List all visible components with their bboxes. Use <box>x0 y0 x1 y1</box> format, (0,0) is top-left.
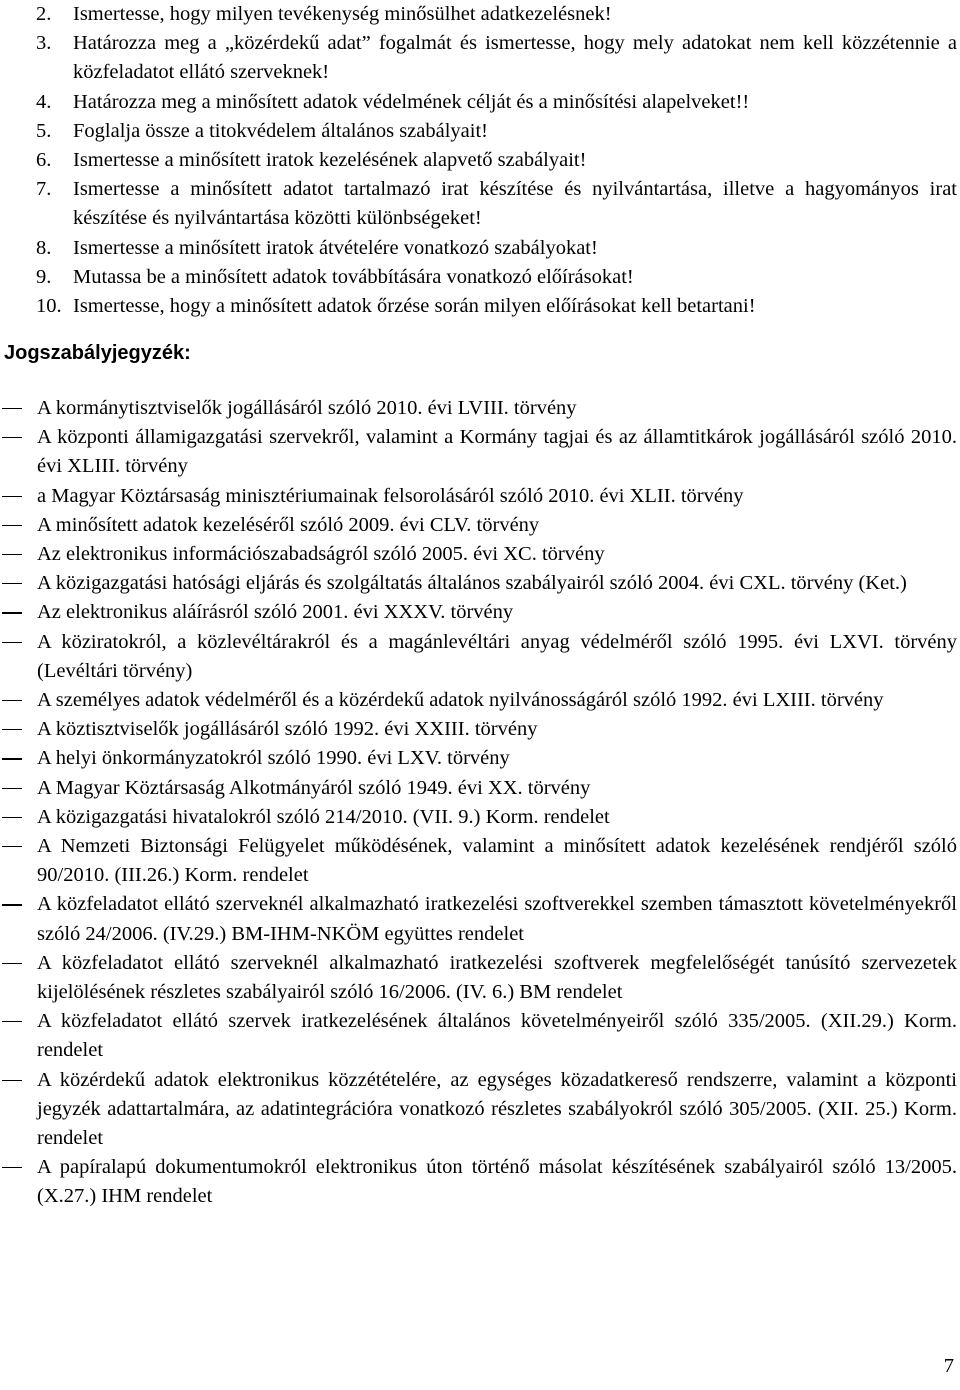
question-number: 3. <box>36 32 52 55</box>
legislation-text: A helyi önkormányzatokról szóló 1990. évi LXV. törvény <box>37 747 510 770</box>
dash-bullet-icon <box>0 423 37 481</box>
legislation-text: A köztisztviselők jogállásáról szóló 1992. évi XXIII. törvény <box>37 718 538 741</box>
legislation-item <box>0 482 960 511</box>
exam-questions-list <box>0 0 960 321</box>
legislation-item <box>0 774 960 803</box>
dash-bullet-icon <box>0 394 37 423</box>
legislation-text: a Magyar Köztársaság minisztériumainak felsorolásáról szóló 2010. évi XLII. törvény <box>37 484 744 507</box>
legislation-item <box>0 744 960 773</box>
legislation-item <box>0 598 960 627</box>
dash-bullet-icon <box>0 598 37 627</box>
question-item <box>0 88 960 117</box>
legislation-text: A közfeladatot ellátó szerveknél alkalmazható iratkezelési szoftverekkel szemben támasztott követelményekről szóló 24/2006. (IV.29.) BM-IHM-NKÖM együttes rendelet <box>37 893 957 945</box>
dash-bullet-icon <box>0 949 37 1007</box>
question-number: 5. <box>36 119 52 142</box>
legislation-list <box>0 394 960 1212</box>
legislation-text: A minősített adatok kezeléséről szóló 2009. évi CLV. törvény <box>37 513 540 536</box>
question-number: 6. <box>36 149 52 172</box>
dash-bullet-icon <box>0 511 37 540</box>
dash-bullet-icon <box>0 482 37 511</box>
question-item <box>0 175 960 233</box>
question-item <box>0 292 960 321</box>
legislation-item <box>0 890 960 948</box>
question-number: 9. <box>36 265 52 288</box>
legislation-item <box>0 394 960 423</box>
dash-bullet-icon <box>0 1153 37 1211</box>
question-number: 4. <box>36 90 52 113</box>
legislation-text: A Magyar Köztársaság Alkotmányáról szóló 1949. évi XX. törvény <box>37 776 591 799</box>
dash-bullet-icon <box>0 774 37 803</box>
question-item <box>0 146 960 175</box>
legislation-text: A közfeladatot ellátó szervek iratkezelésének általános követelményeiről szóló 335/2005. (XII.29.) Korm. rendelet <box>37 1010 957 1062</box>
question-item <box>0 29 960 87</box>
legislation-item <box>0 511 960 540</box>
dash-bullet-icon <box>0 832 37 890</box>
question-text: Ismertesse, hogy a minősített adatok őrzése során milyen előírásokat kell betartani! <box>73 295 756 318</box>
question-text: Ismertesse a minősített adatot tartalmazó irat készítése és nyilvántartása, illetve a hagyományos irat készítése és nyilvántartása közötti különbségeket! <box>73 178 957 230</box>
dash-bullet-icon <box>0 1066 37 1154</box>
legislation-item <box>0 540 960 569</box>
legislation-text: A közigazgatási hatósági eljárás és szolgáltatás általános szabályairól szóló 2004. évi CXL. törvény (Ket.) <box>37 572 907 595</box>
question-item <box>0 263 960 292</box>
legislation-text: A köziratokról, a közlevéltárakról és a magánlevéltári anyag védelméről szóló 1995. évi LXVI. törvény (Levéltári törvény) <box>37 630 957 682</box>
legislation-text: Az elektronikus információszabadságról szóló 2005. évi XC. törvény <box>37 543 605 566</box>
dash-bullet-icon <box>0 1007 37 1065</box>
legislation-text: A közigazgatási hivatalokról szóló 214/2010. (VII. 9.) Korm. rendelet <box>37 805 610 828</box>
page-number: 7 <box>943 1355 954 1377</box>
legislation-text: A közérdekű adatok elektronikus közzétételére, az egységes közadatkereső rendszerre, valamint a központi jegyzék adattartalmára, az adatintegrációra vonatkozó részletes szabályokról szóló 305/2005. (XII. 25.) Korm. rendelet <box>37 1068 957 1150</box>
question-number: 8. <box>36 236 52 259</box>
question-text: Mutassa be a minősített adatok továbbítására vonatkozó előírásokat! <box>73 265 634 288</box>
legislation-item <box>0 569 960 598</box>
question-text: Határozza meg a „közérdekű adat” fogalmát és ismertesse, hogy mely adatokat nem kell közzétennie a közfeladatot ellátó szerveknek! <box>73 32 957 84</box>
question-item <box>0 117 960 146</box>
legislation-item <box>0 803 960 832</box>
dash-bullet-icon <box>0 569 37 598</box>
legislation-item <box>0 686 960 715</box>
question-number: 10. <box>36 295 62 318</box>
question-text: Foglalja össze a titokvédelem általános szabályait! <box>73 119 488 142</box>
question-text: Határozza meg a minősített adatok védelmének célját és a minősítési alapelveket!! <box>73 90 750 113</box>
dash-bullet-icon <box>0 715 37 744</box>
legislation-text: A közfeladatot ellátó szerveknél alkalmazható iratkezelési szoftverek megfelelőségét tanúsító szervezetek kijelölésének részletes szabályairól szóló 16/2006. (IV. 6.) BM rendelet <box>37 951 957 1004</box>
dash-bullet-icon <box>0 540 37 569</box>
legislation-item <box>0 628 960 686</box>
question-text: Ismertesse, hogy milyen tevékenység minősülhet adatkezelésnek! <box>73 3 612 25</box>
legislation-item <box>0 715 960 744</box>
legislation-text: A személyes adatok védelméről és a közérdekű adatok nyilvánosságáról szóló 1992. évi LXIII. törvény <box>37 689 884 712</box>
legislation-item <box>0 949 960 1007</box>
legislation-item <box>0 1153 960 1211</box>
dash-bullet-icon <box>0 890 37 948</box>
legislation-list-heading: Jogszabályjegyzék: <box>4 342 191 364</box>
legislation-item <box>0 832 960 890</box>
question-text: Ismertesse a minősített iratok átvételére vonatkozó szabályokat! <box>73 236 598 259</box>
dash-bullet-icon <box>0 744 37 773</box>
question-number: 2. <box>36 3 52 25</box>
legislation-text: A központi államigazgatási szervekről, valamint a Kormány tagjai és az államtitkárok jogállásáról szóló 2010. évi XLIII. törvény <box>37 426 957 478</box>
legislation-item <box>0 1007 960 1065</box>
legislation-text: Az elektronikus aláírásról szóló 2001. évi XXXV. törvény <box>37 601 514 624</box>
dash-bullet-icon <box>0 628 37 686</box>
question-item <box>0 234 960 263</box>
legislation-text: A papíralapú dokumentumokról elektronikus úton történő másolat készítésének szabályairól szóló 13/2005. (X.27.) IHM rendelet <box>37 1156 957 1208</box>
question-number: 7. <box>36 178 52 201</box>
dash-bullet-icon <box>0 686 37 715</box>
question-item <box>0 0 960 29</box>
legislation-item <box>0 423 960 481</box>
dash-bullet-icon <box>0 803 37 832</box>
legislation-text: A Nemzeti Biztonsági Felügyelet működésének, valamint a minősített adatok kezelésének rendjéről szóló 90/2010. (III.26.) Korm. rendelet <box>37 835 957 887</box>
legislation-item <box>0 1066 960 1154</box>
question-text: Ismertesse a minősített iratok kezelésének alapvető szabályait! <box>73 149 587 172</box>
legislation-text: A kormánytisztviselők jogállásáról szóló 2010. évi LVIII. törvény <box>37 397 577 419</box>
